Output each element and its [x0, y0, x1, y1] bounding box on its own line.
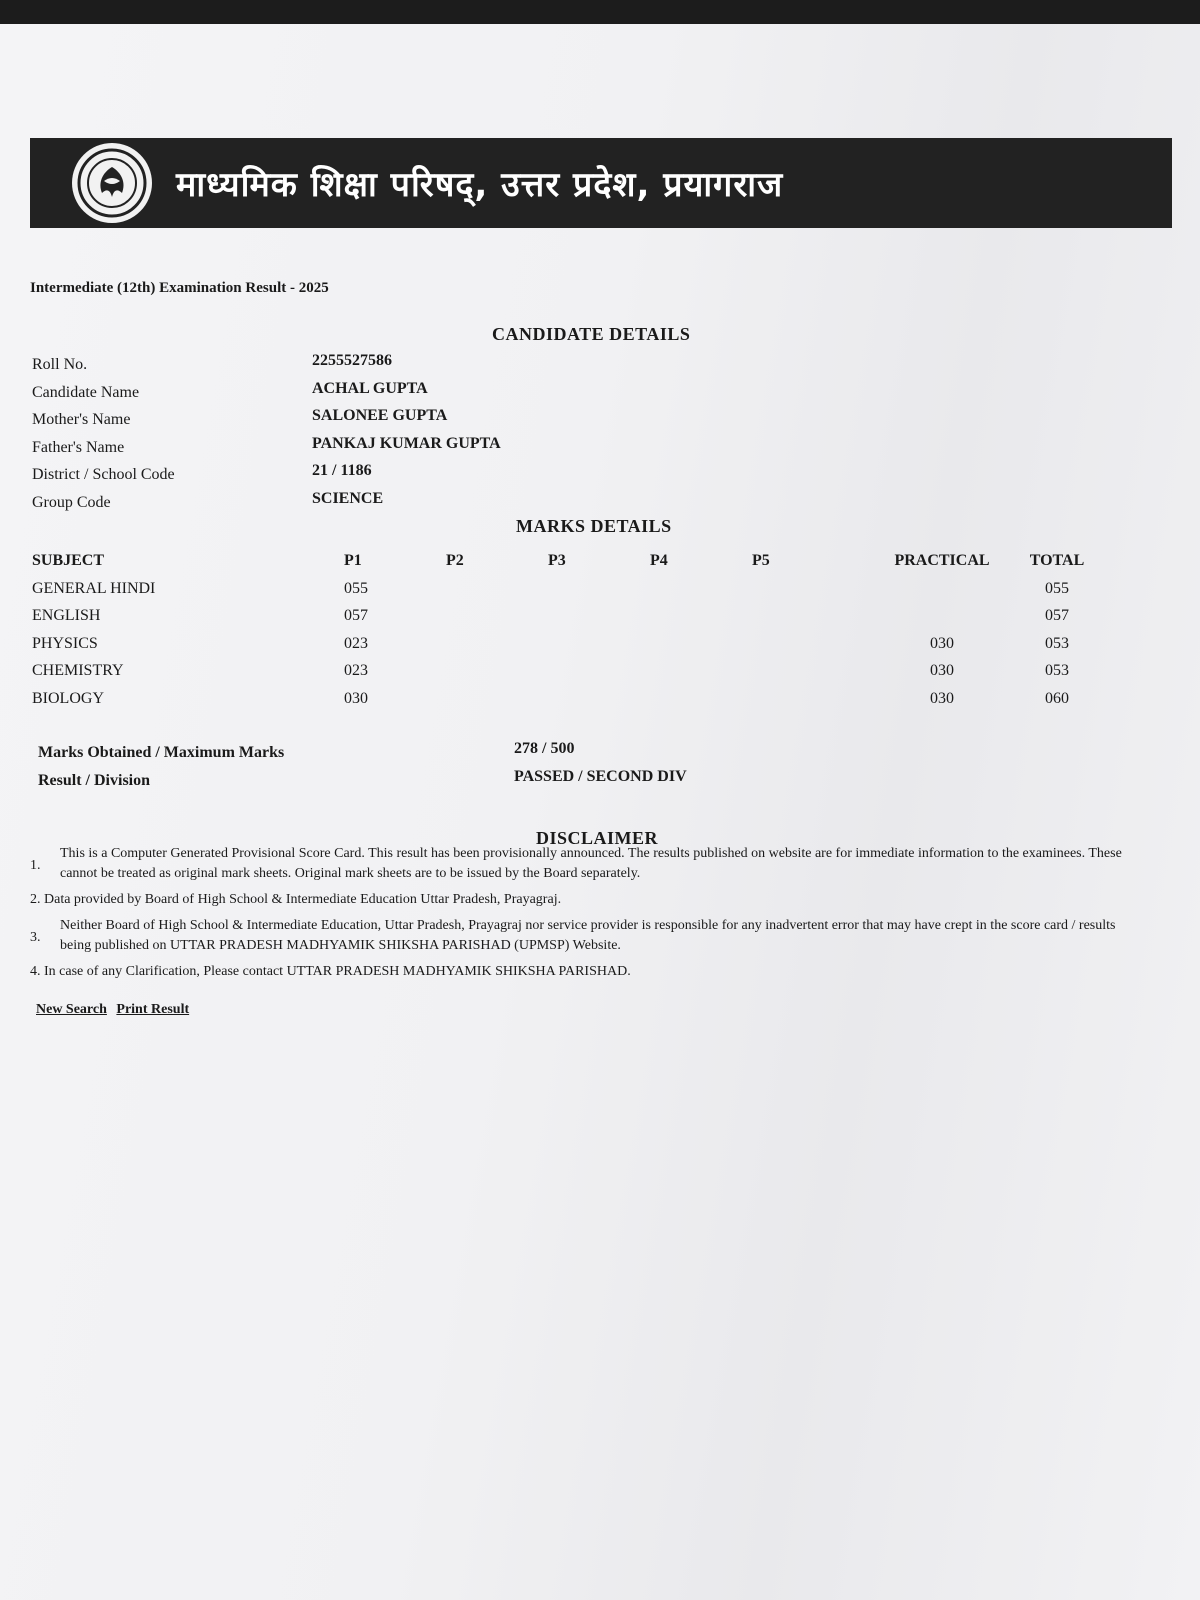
detail-value: SCIENCE: [312, 489, 384, 507]
column-header: TOTAL: [1029, 552, 1085, 569]
column-header: PRACTICAL: [894, 552, 990, 569]
detail-label: District / School Code: [32, 466, 175, 483]
disclaimer-item: [30, 916, 1140, 956]
exam-title: Intermediate (12th) Examination Result - 2025: [30, 280, 329, 296]
detail-label: Group Code: [32, 493, 111, 511]
detail-label: Mother's Name: [32, 411, 131, 428]
disclaimer-number: 3.: [30, 930, 41, 945]
table-row: [32, 635, 1142, 663]
disclaimer-number: 2.: [30, 892, 41, 907]
detail-label: Candidate Name: [32, 383, 140, 401]
table-header-row: [32, 552, 1142, 580]
candidate-details-heading: CANDIDATE DETAILS: [492, 324, 691, 344]
disclaimer-item: [30, 962, 1140, 982]
p1-cell: 055: [344, 579, 368, 597]
subject-cell: BIOLOGY: [32, 689, 104, 707]
subject-cell: CHEMISTRY: [32, 662, 124, 679]
total-cell: 057: [1045, 607, 1069, 624]
marks-table: [32, 552, 1142, 717]
marks-details-heading: MARKS DETAILS: [516, 516, 672, 536]
practical-cell: 030: [930, 634, 954, 652]
detail-value: ACHAL GUPTA: [312, 379, 428, 397]
column-header: P4: [650, 552, 668, 569]
detail-value: 21 / 1186: [312, 462, 372, 479]
disclaimer-number: 4.: [30, 964, 41, 979]
disclaimer-text: In case of any Clarification, Please contact UTTAR PRADESH MADHYAMIK SHIKSHA PARISHAD.: [44, 964, 631, 979]
detail-label: Roll No.: [32, 356, 88, 373]
total-cell: 055: [1045, 579, 1069, 597]
disclaimer-heading: DISCLAIMER: [536, 828, 659, 848]
subject-cell: PHYSICS: [32, 634, 98, 652]
marks-obtained-value: 278 / 500: [514, 740, 575, 757]
detail-value: PANKAJ KUMAR GUPTA: [312, 434, 501, 452]
p1-cell: 057: [344, 607, 368, 624]
detail-value: 2255527586: [312, 352, 392, 369]
table-row: [32, 607, 1142, 635]
table-row: [32, 580, 1142, 608]
result-division-value: PASSED / SECOND DIV: [514, 768, 687, 785]
p1-cell: 023: [344, 634, 368, 652]
upmsp-seal-icon: [72, 143, 152, 223]
column-header: P5: [752, 552, 770, 569]
disclaimer-item: [30, 844, 1140, 884]
column-header: SUBJECT: [32, 552, 105, 569]
disclaimer-item: [30, 890, 1140, 910]
table-row: [32, 690, 1142, 718]
practical-cell: 030: [930, 689, 954, 707]
table-row: [32, 662, 1142, 690]
board-header-banner: [30, 138, 1172, 228]
result-actions: [36, 1002, 195, 1018]
result-sheet: [0, 24, 1200, 1600]
column-header: P2: [446, 552, 464, 569]
disclaimer-text: Data provided by Board of High School & Intermediate Education Uttar Pradesh, Prayagraj.: [44, 892, 562, 907]
disclaimer-number: 1.: [30, 858, 41, 873]
total-cell: 053: [1045, 662, 1069, 679]
p1-cell: 030: [344, 689, 368, 707]
total-cell: 060: [1045, 689, 1069, 707]
practical-cell: 030: [930, 662, 954, 679]
detail-label: Father's Name: [32, 438, 125, 456]
print-result-link[interactable]: Print Result: [116, 1002, 190, 1017]
detail-value: SALONEE GUPTA: [312, 407, 448, 424]
marks-obtained-label: Marks Obtained / Maximum Marks: [38, 744, 285, 761]
new-search-link[interactable]: New Search: [36, 1002, 107, 1017]
disclaimer-text: Neither Board of High School & Intermediate Education, Uttar Pradesh, Prayagraj nor service provider is responsible for any inadvertent error that may have crept in the score card / results being published on UTTAR PRADESH MADHYAMIK SHIKSHA PARISHAD (UPMSP) Website.: [60, 918, 1116, 953]
subject-cell: ENGLISH: [32, 607, 101, 624]
disclaimer-text: This is a Computer Generated Provisional Score Card. This result has been provisionally announced. The results published on website are for immediate information to the examinees. These cannot be treated as original mark sheets. Original mark sheets are to be issued by the Board separately.: [60, 846, 1122, 881]
p1-cell: 023: [344, 662, 368, 679]
total-cell: 053: [1045, 634, 1069, 652]
subject-cell: GENERAL HINDI: [32, 579, 156, 597]
disclaimer-list: [30, 844, 1140, 988]
board-name: माध्यमिक शिक्षा परिषद्, उत्तर प्रदेश, प्रयागराज: [176, 165, 784, 205]
column-header: P1: [344, 552, 362, 569]
column-header: P3: [548, 552, 566, 569]
result-division-label: Result / Division: [38, 772, 151, 789]
